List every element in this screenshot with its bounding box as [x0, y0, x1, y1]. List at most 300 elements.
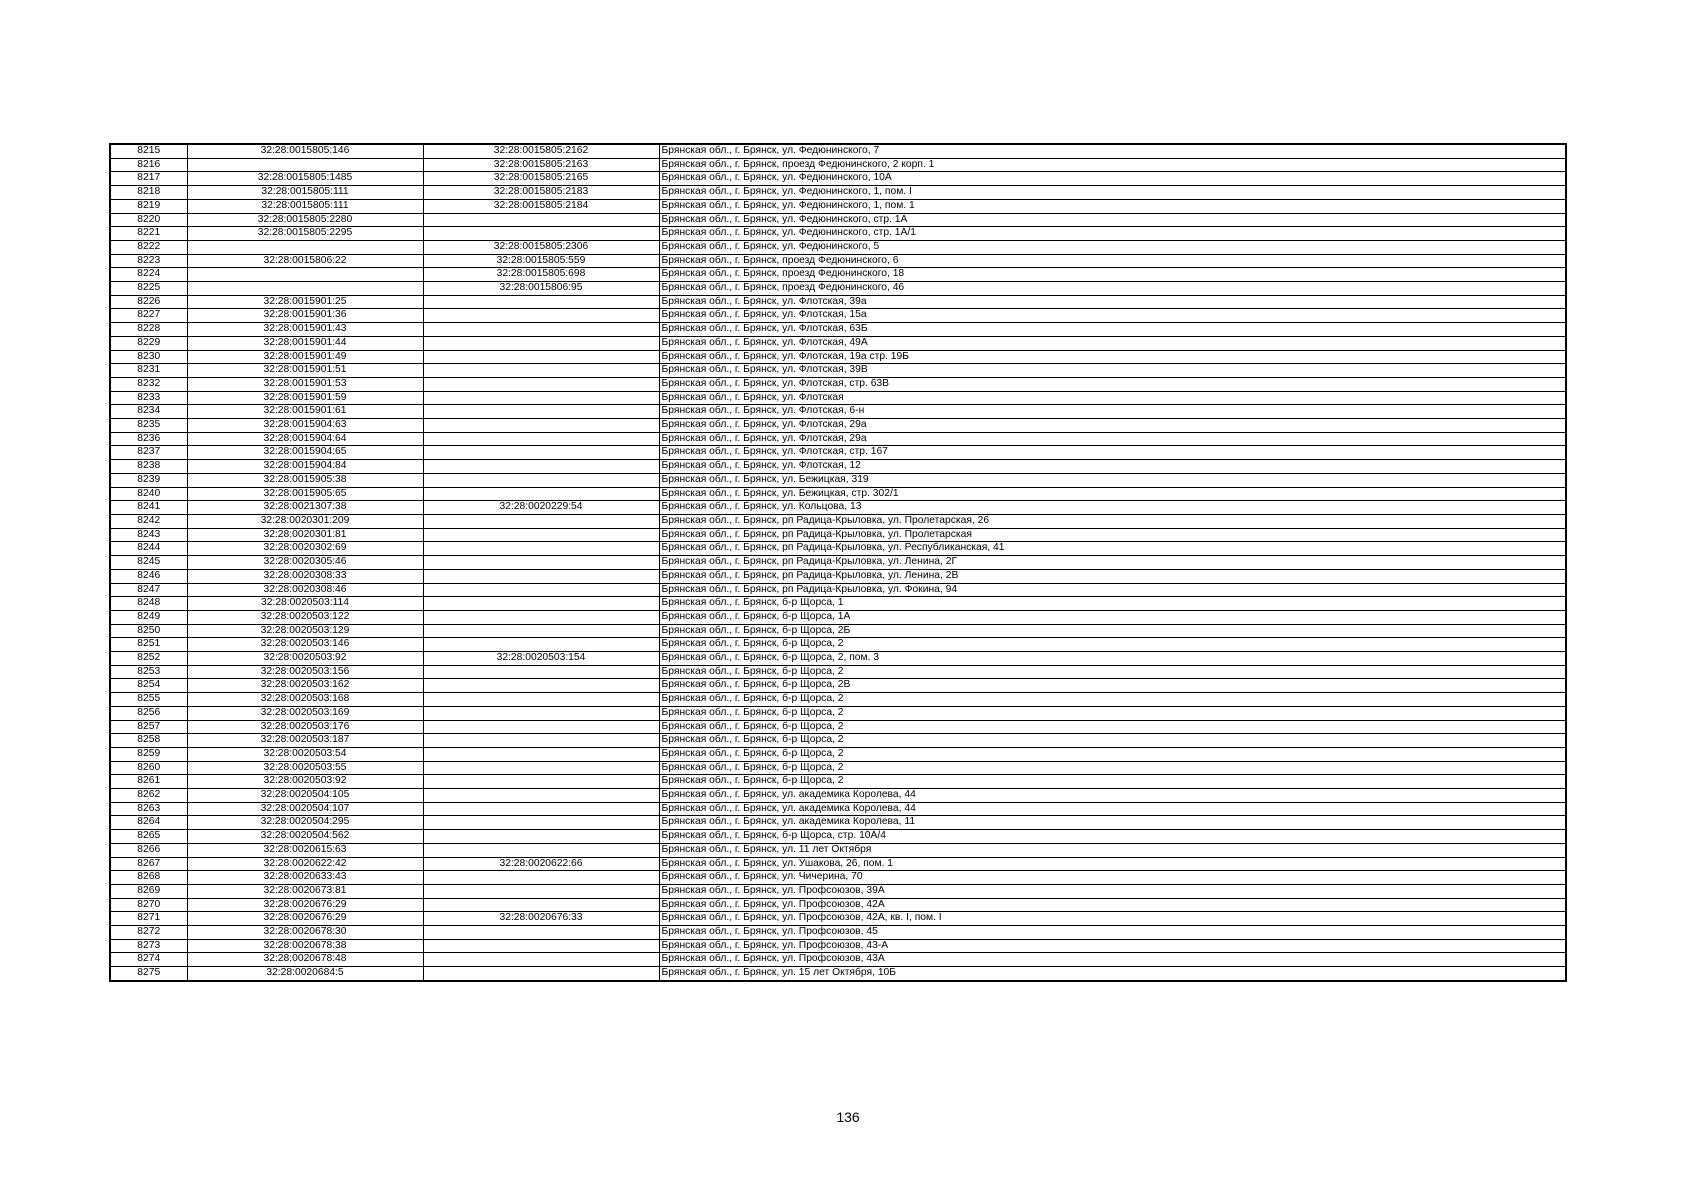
- cadastral-number-cell: 32:28:0015904:63: [187, 419, 423, 433]
- table-row: [110, 816, 1566, 830]
- row-number-cell: 8249: [110, 610, 187, 624]
- row-number-cell: 8216: [110, 158, 187, 172]
- table-row: [110, 665, 1566, 679]
- object-cadastral-number-cell: [423, 679, 659, 693]
- row-number-cell: 8270: [110, 898, 187, 912]
- cadastral-number-cell: 32:28:0020678:38: [187, 939, 423, 953]
- page-number: 136: [836, 1109, 860, 1125]
- registry-table: [109, 143, 1567, 982]
- cadastral-number-cell: 32:28:0015901:49: [187, 350, 423, 364]
- cadastral-number-cell: 32:28:0020503:169: [187, 706, 423, 720]
- address-cell: Брянская обл., г. Брянск, ул. 15 лет Октября, 10Б: [659, 967, 1566, 981]
- cadastral-number-cell: 32:28:0020301:81: [187, 528, 423, 542]
- table-row: [110, 638, 1566, 652]
- object-cadastral-number-cell: [423, 542, 659, 556]
- row-number-cell: 8260: [110, 761, 187, 775]
- table-row: [110, 734, 1566, 748]
- row-number-cell: 8224: [110, 268, 187, 282]
- row-number-cell: 8250: [110, 624, 187, 638]
- row-number-cell: 8252: [110, 652, 187, 666]
- address-cell: Брянская обл., г. Брянск, ул. 11 лет Октября: [659, 843, 1566, 857]
- object-cadastral-number-cell: [423, 391, 659, 405]
- address-cell: Брянская обл., г. Брянск, ул. Флотская: [659, 391, 1566, 405]
- table-row: [110, 268, 1566, 282]
- address-cell: Брянская обл., г. Брянск, ул. Флотская, 19а стр. 19Б: [659, 350, 1566, 364]
- address-cell: Брянская обл., г. Брянск, ул. Федюнинского, 7: [659, 144, 1566, 158]
- cadastral-number-cell: 32:28:0020622:42: [187, 857, 423, 871]
- address-cell: Брянская обл., г. Брянск, ул. Флотская, 12: [659, 460, 1566, 474]
- table-row: [110, 871, 1566, 885]
- cadastral-number-cell: 32:28:0015904:65: [187, 446, 423, 460]
- cadastral-number-cell: 32:28:0020503:114: [187, 597, 423, 611]
- address-cell: Брянская обл., г. Брянск, ул. Флотская, 29а: [659, 432, 1566, 446]
- row-number-cell: 8220: [110, 213, 187, 227]
- object-cadastral-number-cell: [423, 720, 659, 734]
- address-cell: Брянская обл., г. Брянск, рп Радица-Крыловка, ул. Фокина, 94: [659, 583, 1566, 597]
- object-cadastral-number-cell: [423, 953, 659, 967]
- address-cell: Брянская обл., г. Брянск, ул. Федюнинского, 5: [659, 240, 1566, 254]
- table-row: [110, 227, 1566, 241]
- cadastral-number-cell: 32:28:0020633:43: [187, 871, 423, 885]
- object-cadastral-number-cell: 32:28:0015805:2184: [423, 199, 659, 213]
- table-row: [110, 391, 1566, 405]
- cadastral-number-cell: 32:28:0020308:33: [187, 569, 423, 583]
- table-row: [110, 364, 1566, 378]
- cadastral-number-cell: 32:28:0021307:38: [187, 501, 423, 515]
- row-number-cell: 8265: [110, 830, 187, 844]
- table-row: [110, 624, 1566, 638]
- address-cell: Брянская обл., г. Брянск, ул. Профсоюзов, 45: [659, 926, 1566, 940]
- object-cadastral-number-cell: [423, 706, 659, 720]
- table-row: [110, 377, 1566, 391]
- object-cadastral-number-cell: [423, 789, 659, 803]
- object-cadastral-number-cell: [423, 309, 659, 323]
- address-cell: Брянская обл., г. Брянск, б-р Щорса, 2: [659, 693, 1566, 707]
- object-cadastral-number-cell: [423, 665, 659, 679]
- cadastral-number-cell: 32:28:0015901:59: [187, 391, 423, 405]
- cadastral-number-cell: 32:28:0015905:38: [187, 473, 423, 487]
- address-cell: Брянская обл., г. Брянск, проезд Федюнинского, 18: [659, 268, 1566, 282]
- row-number-cell: 8271: [110, 912, 187, 926]
- table-row: [110, 295, 1566, 309]
- object-cadastral-number-cell: [423, 816, 659, 830]
- table-row: [110, 693, 1566, 707]
- object-cadastral-number-cell: [423, 528, 659, 542]
- cadastral-number-cell: 32:28:0020503:168: [187, 693, 423, 707]
- table-row: [110, 309, 1566, 323]
- object-cadastral-number-cell: [423, 473, 659, 487]
- table-row: [110, 597, 1566, 611]
- cadastral-number-cell: [187, 158, 423, 172]
- object-cadastral-number-cell: [423, 569, 659, 583]
- cadastral-number-cell: 32:28:0020301:209: [187, 514, 423, 528]
- address-cell: Брянская обл., г. Брянск, ул. академика Королева, 11: [659, 816, 1566, 830]
- table-row: [110, 830, 1566, 844]
- cadastral-number-cell: 32:28:0015805:111: [187, 186, 423, 200]
- table-row: [110, 158, 1566, 172]
- address-cell: Брянская обл., г. Брянск, б-р Щорса, 2В: [659, 679, 1566, 693]
- cadastral-number-cell: 32:28:0020503:187: [187, 734, 423, 748]
- cadastral-number-cell: 32:28:0020504:105: [187, 789, 423, 803]
- address-cell: Брянская обл., г. Брянск, б-р Щорса, 2: [659, 747, 1566, 761]
- table-row: [110, 857, 1566, 871]
- row-number-cell: 8256: [110, 706, 187, 720]
- address-cell: Брянская обл., г. Брянск, ул. Профсоюзов, 42А, кв. I, пом. I: [659, 912, 1566, 926]
- address-cell: Брянская обл., г. Брянск, рп Радица-Крыловка, ул. Пролетарская, 26: [659, 514, 1566, 528]
- table-row: [110, 336, 1566, 350]
- table-row: [110, 967, 1566, 981]
- table-row: [110, 912, 1566, 926]
- row-number-cell: 8255: [110, 693, 187, 707]
- object-cadastral-number-cell: [423, 624, 659, 638]
- object-cadastral-number-cell: [423, 419, 659, 433]
- cadastral-number-cell: 32:28:0020503:129: [187, 624, 423, 638]
- row-number-cell: 8228: [110, 323, 187, 337]
- address-cell: Брянская обл., г. Брянск, б-р Щорса, 2Б: [659, 624, 1566, 638]
- table-row: [110, 556, 1566, 570]
- address-cell: Брянская обл., г. Брянск, ул. Флотская, 49А: [659, 336, 1566, 350]
- row-number-cell: 8238: [110, 460, 187, 474]
- table-row: [110, 419, 1566, 433]
- cadastral-number-cell: 32:28:0015805:2280: [187, 213, 423, 227]
- address-cell: Брянская обл., г. Брянск, проезд Федюнинского, 6: [659, 254, 1566, 268]
- cadastral-number-cell: 32:28:0020503:122: [187, 610, 423, 624]
- address-cell: Брянская обл., г. Брянск, ул. Флотская, 39В: [659, 364, 1566, 378]
- object-cadastral-number-cell: [423, 583, 659, 597]
- address-cell: Брянская обл., г. Брянск, ул. Бежицкая, стр. 302/1: [659, 487, 1566, 501]
- object-cadastral-number-cell: 32:28:0020676:33: [423, 912, 659, 926]
- row-number-cell: 8245: [110, 556, 187, 570]
- cadastral-number-cell: 32:28:0015904:84: [187, 460, 423, 474]
- row-number-cell: 8246: [110, 569, 187, 583]
- table-row: [110, 898, 1566, 912]
- object-cadastral-number-cell: 32:28:0015805:2306: [423, 240, 659, 254]
- table-row: [110, 542, 1566, 556]
- row-number-cell: 8230: [110, 350, 187, 364]
- cadastral-number-cell: [187, 240, 423, 254]
- object-cadastral-number-cell: [423, 734, 659, 748]
- object-cadastral-number-cell: 32:28:0020229:54: [423, 501, 659, 515]
- row-number-cell: 8253: [110, 665, 187, 679]
- cadastral-number-cell: 32:28:0015901:36: [187, 309, 423, 323]
- row-number-cell: 8254: [110, 679, 187, 693]
- row-number-cell: 8233: [110, 391, 187, 405]
- object-cadastral-number-cell: [423, 884, 659, 898]
- object-cadastral-number-cell: [423, 514, 659, 528]
- table-row: [110, 939, 1566, 953]
- row-number-cell: 8229: [110, 336, 187, 350]
- cadastral-number-cell: 32:28:0020308:46: [187, 583, 423, 597]
- table-row: [110, 706, 1566, 720]
- table-row: [110, 679, 1566, 693]
- address-cell: Брянская обл., г. Брянск, рп Радица-Крыловка, ул. Пролетарская: [659, 528, 1566, 542]
- row-number-cell: 8221: [110, 227, 187, 241]
- object-cadastral-number-cell: 32:28:0015805:559: [423, 254, 659, 268]
- row-number-cell: 8257: [110, 720, 187, 734]
- cadastral-number-cell: 32:28:0020503:54: [187, 747, 423, 761]
- address-cell: Брянская обл., г. Брянск, б-р Щорса, 2: [659, 775, 1566, 789]
- cadastral-number-cell: 32:28:0020504:295: [187, 816, 423, 830]
- row-number-cell: 8269: [110, 884, 187, 898]
- cadastral-number-cell: 32:28:0020503:162: [187, 679, 423, 693]
- table-row: [110, 405, 1566, 419]
- row-number-cell: 8274: [110, 953, 187, 967]
- address-cell: Брянская обл., г. Брянск, ул. Флотская, 39а: [659, 295, 1566, 309]
- address-cell: Брянская обл., г. Брянск, б-р Щорса, 1: [659, 597, 1566, 611]
- table-row: [110, 240, 1566, 254]
- address-cell: Брянская обл., г. Брянск, ул. Федюнинского, стр. 1А/1: [659, 227, 1566, 241]
- address-cell: Брянская обл., г. Брянск, ул. Бежицкая, 319: [659, 473, 1566, 487]
- table-row: [110, 926, 1566, 940]
- address-cell: Брянская обл., г. Брянск, ул. Федюнинского, стр. 1А: [659, 213, 1566, 227]
- row-number-cell: 8215: [110, 144, 187, 158]
- object-cadastral-number-cell: 32:28:0015806:95: [423, 282, 659, 296]
- object-cadastral-number-cell: [423, 446, 659, 460]
- table-row: [110, 460, 1566, 474]
- row-number-cell: 8223: [110, 254, 187, 268]
- cadastral-number-cell: [187, 282, 423, 296]
- cadastral-number-cell: 32:28:0020673:81: [187, 884, 423, 898]
- object-cadastral-number-cell: 32:28:0015805:2183: [423, 186, 659, 200]
- row-number-cell: 8217: [110, 172, 187, 186]
- address-cell: Брянская обл., г. Брянск, ул. академика Королева, 44: [659, 802, 1566, 816]
- address-cell: Брянская обл., г. Брянск, ул. Ушакова, 26, пом. 1: [659, 857, 1566, 871]
- address-cell: Брянская обл., г. Брянск, б-р Щорса, 2: [659, 734, 1566, 748]
- object-cadastral-number-cell: [423, 761, 659, 775]
- object-cadastral-number-cell: [423, 213, 659, 227]
- object-cadastral-number-cell: [423, 802, 659, 816]
- address-cell: Брянская обл., г. Брянск, ул. академика Королева, 44: [659, 789, 1566, 803]
- address-cell: Брянская обл., г. Брянск, рп Радица-Крыловка, ул. Ленина, 2Г: [659, 556, 1566, 570]
- object-cadastral-number-cell: 32:28:0015805:2163: [423, 158, 659, 172]
- table-row: [110, 583, 1566, 597]
- table-row: [110, 789, 1566, 803]
- row-number-cell: 8232: [110, 377, 187, 391]
- cadastral-number-cell: [187, 268, 423, 282]
- address-cell: Брянская обл., г. Брянск, б-р Щорса, 2: [659, 638, 1566, 652]
- object-cadastral-number-cell: [423, 926, 659, 940]
- table-row: [110, 446, 1566, 460]
- address-cell: Брянская обл., г. Брянск, ул. Флотская, 15а: [659, 309, 1566, 323]
- object-cadastral-number-cell: 32:28:0020503:154: [423, 652, 659, 666]
- row-number-cell: 8235: [110, 419, 187, 433]
- row-number-cell: 8231: [110, 364, 187, 378]
- cadastral-number-cell: 32:28:0020504:107: [187, 802, 423, 816]
- table-row: [110, 350, 1566, 364]
- row-number-cell: 8225: [110, 282, 187, 296]
- cadastral-number-cell: 32:28:0020503:55: [187, 761, 423, 775]
- object-cadastral-number-cell: [423, 843, 659, 857]
- address-cell: Брянская обл., г. Брянск, ул. Федюнинского, 1, пом. 1: [659, 199, 1566, 213]
- row-number-cell: 8237: [110, 446, 187, 460]
- cadastral-number-cell: 32:28:0020503:176: [187, 720, 423, 734]
- row-number-cell: 8267: [110, 857, 187, 871]
- address-cell: Брянская обл., г. Брянск, б-р Щорса, стр. 10А/4: [659, 830, 1566, 844]
- cadastral-number-cell: 32:28:0015901:44: [187, 336, 423, 350]
- row-number-cell: 8261: [110, 775, 187, 789]
- table-row: [110, 569, 1566, 583]
- address-cell: Брянская обл., г. Брянск, ул. Профсоюзов, 43-А: [659, 939, 1566, 953]
- cadastral-number-cell: 32:28:0015805:2295: [187, 227, 423, 241]
- table-row: [110, 652, 1566, 666]
- address-cell: Брянская обл., г. Брянск, рп Радица-Крыловка, ул. Республиканская, 41: [659, 542, 1566, 556]
- object-cadastral-number-cell: [423, 350, 659, 364]
- table-row: [110, 761, 1566, 775]
- object-cadastral-number-cell: [423, 227, 659, 241]
- row-number-cell: 8239: [110, 473, 187, 487]
- address-cell: Брянская обл., г. Брянск, ул. Профсоюзов, 43А: [659, 953, 1566, 967]
- object-cadastral-number-cell: 32:28:0015805:2165: [423, 172, 659, 186]
- cadastral-number-cell: 32:28:0020676:29: [187, 898, 423, 912]
- table-row: [110, 432, 1566, 446]
- object-cadastral-number-cell: [423, 432, 659, 446]
- object-cadastral-number-cell: [423, 597, 659, 611]
- object-cadastral-number-cell: [423, 610, 659, 624]
- table-row: [110, 843, 1566, 857]
- table-row: [110, 514, 1566, 528]
- object-cadastral-number-cell: 32:28:0015805:698: [423, 268, 659, 282]
- object-cadastral-number-cell: [423, 638, 659, 652]
- row-number-cell: 8275: [110, 967, 187, 981]
- row-number-cell: 8263: [110, 802, 187, 816]
- table-row: [110, 172, 1566, 186]
- object-cadastral-number-cell: [423, 295, 659, 309]
- object-cadastral-number-cell: [423, 939, 659, 953]
- address-cell: Брянская обл., г. Брянск, ул. Флотская, 6-н: [659, 405, 1566, 419]
- row-number-cell: 8236: [110, 432, 187, 446]
- table-row: [110, 254, 1566, 268]
- object-cadastral-number-cell: [423, 556, 659, 570]
- table-row: [110, 144, 1566, 158]
- row-number-cell: 8240: [110, 487, 187, 501]
- address-cell: Брянская обл., г. Брянск, проезд Федюнинского, 2 корп. 1: [659, 158, 1566, 172]
- object-cadastral-number-cell: 32:28:0020622:66: [423, 857, 659, 871]
- table-row: [110, 473, 1566, 487]
- cadastral-number-cell: 32:28:0015901:61: [187, 405, 423, 419]
- object-cadastral-number-cell: [423, 775, 659, 789]
- address-cell: Брянская обл., г. Брянск, б-р Щорса, 2: [659, 761, 1566, 775]
- object-cadastral-number-cell: [423, 336, 659, 350]
- cadastral-number-cell: 32:28:0020503:92: [187, 652, 423, 666]
- address-cell: Брянская обл., г. Брянск, ул. Федюнинского, 1, пом. I: [659, 186, 1566, 200]
- table-row: [110, 501, 1566, 515]
- row-number-cell: 8272: [110, 926, 187, 940]
- address-cell: Брянская обл., г. Брянск, б-р Щорса, 2: [659, 706, 1566, 720]
- cadastral-number-cell: 32:28:0020676:29: [187, 912, 423, 926]
- object-cadastral-number-cell: [423, 405, 659, 419]
- address-cell: Брянская обл., г. Брянск, ул. Флотская, 63Б: [659, 323, 1566, 337]
- cadastral-number-cell: 32:28:0015805:146: [187, 144, 423, 158]
- object-cadastral-number-cell: [423, 747, 659, 761]
- registry-table-body: [110, 144, 1566, 981]
- address-cell: Брянская обл., г. Брянск, б-р Щорса, 1А: [659, 610, 1566, 624]
- table-row: [110, 323, 1566, 337]
- object-cadastral-number-cell: [423, 693, 659, 707]
- row-number-cell: 8247: [110, 583, 187, 597]
- row-number-cell: 8226: [110, 295, 187, 309]
- object-cadastral-number-cell: 32:28:0015805:2162: [423, 144, 659, 158]
- table-row: [110, 213, 1566, 227]
- object-cadastral-number-cell: [423, 323, 659, 337]
- cadastral-number-cell: 32:28:0015901:25: [187, 295, 423, 309]
- address-cell: Брянская обл., г. Брянск, ул. Профсоюзов, 42А: [659, 898, 1566, 912]
- row-number-cell: 8227: [110, 309, 187, 323]
- table-row: [110, 487, 1566, 501]
- cadastral-number-cell: 32:28:0020678:48: [187, 953, 423, 967]
- object-cadastral-number-cell: [423, 364, 659, 378]
- table-row: [110, 884, 1566, 898]
- row-number-cell: 8241: [110, 501, 187, 515]
- address-cell: Брянская обл., г. Брянск, ул. Профсоюзов, 39А: [659, 884, 1566, 898]
- address-cell: Брянская обл., г. Брянск, ул. Кольцова, 13: [659, 501, 1566, 515]
- object-cadastral-number-cell: [423, 377, 659, 391]
- table-row: [110, 747, 1566, 761]
- table-row: [110, 282, 1566, 296]
- row-number-cell: 8266: [110, 843, 187, 857]
- table-row: [110, 775, 1566, 789]
- table-row: [110, 610, 1566, 624]
- object-cadastral-number-cell: [423, 830, 659, 844]
- address-cell: Брянская обл., г. Брянск, ул. Флотская, 29а: [659, 419, 1566, 433]
- address-cell: Брянская обл., г. Брянск, проезд Федюнинского, 46: [659, 282, 1566, 296]
- row-number-cell: 8242: [110, 514, 187, 528]
- cadastral-number-cell: 32:28:0015806:22: [187, 254, 423, 268]
- row-number-cell: 8222: [110, 240, 187, 254]
- row-number-cell: 8218: [110, 186, 187, 200]
- cadastral-number-cell: 32:28:0020302:69: [187, 542, 423, 556]
- row-number-cell: 8234: [110, 405, 187, 419]
- object-cadastral-number-cell: [423, 898, 659, 912]
- object-cadastral-number-cell: [423, 460, 659, 474]
- table-row: [110, 953, 1566, 967]
- row-number-cell: 8219: [110, 199, 187, 213]
- address-cell: Брянская обл., г. Брянск, ул. Федюнинского, 10А: [659, 172, 1566, 186]
- row-number-cell: 8273: [110, 939, 187, 953]
- object-cadastral-number-cell: [423, 967, 659, 981]
- address-cell: Брянская обл., г. Брянск, рп Радица-Крыловка, ул. Ленина, 2В: [659, 569, 1566, 583]
- row-number-cell: 8251: [110, 638, 187, 652]
- cadastral-number-cell: 32:28:0020684:5: [187, 967, 423, 981]
- table-row: [110, 528, 1566, 542]
- table-row: [110, 186, 1566, 200]
- cadastral-number-cell: 32:28:0020503:92: [187, 775, 423, 789]
- cadastral-number-cell: 32:28:0020678:30: [187, 926, 423, 940]
- cadastral-number-cell: 32:28:0020305:46: [187, 556, 423, 570]
- table-row: [110, 720, 1566, 734]
- object-cadastral-number-cell: [423, 487, 659, 501]
- row-number-cell: 8258: [110, 734, 187, 748]
- row-number-cell: 8259: [110, 747, 187, 761]
- cadastral-number-cell: 32:28:0020615:63: [187, 843, 423, 857]
- cadastral-number-cell: 32:28:0020503:156: [187, 665, 423, 679]
- row-number-cell: 8248: [110, 597, 187, 611]
- object-cadastral-number-cell: [423, 871, 659, 885]
- row-number-cell: 8244: [110, 542, 187, 556]
- table-row: [110, 199, 1566, 213]
- row-number-cell: 8264: [110, 816, 187, 830]
- address-cell: Брянская обл., г. Брянск, б-р Щорса, 2: [659, 720, 1566, 734]
- cadastral-number-cell: 32:28:0015805:111: [187, 199, 423, 213]
- row-number-cell: 8268: [110, 871, 187, 885]
- address-cell: Брянская обл., г. Брянск, ул. Флотская, стр. 63В: [659, 377, 1566, 391]
- address-cell: Брянская обл., г. Брянск, б-р Щорса, 2: [659, 665, 1566, 679]
- cadastral-number-cell: 32:28:0015901:51: [187, 364, 423, 378]
- cadastral-number-cell: 32:28:0020503:146: [187, 638, 423, 652]
- address-cell: Брянская обл., г. Брянск, ул. Флотская, стр. 167: [659, 446, 1566, 460]
- cadastral-number-cell: 32:28:0015905:65: [187, 487, 423, 501]
- cadastral-number-cell: 32:28:0015904:64: [187, 432, 423, 446]
- cadastral-number-cell: 32:28:0015805:1485: [187, 172, 423, 186]
